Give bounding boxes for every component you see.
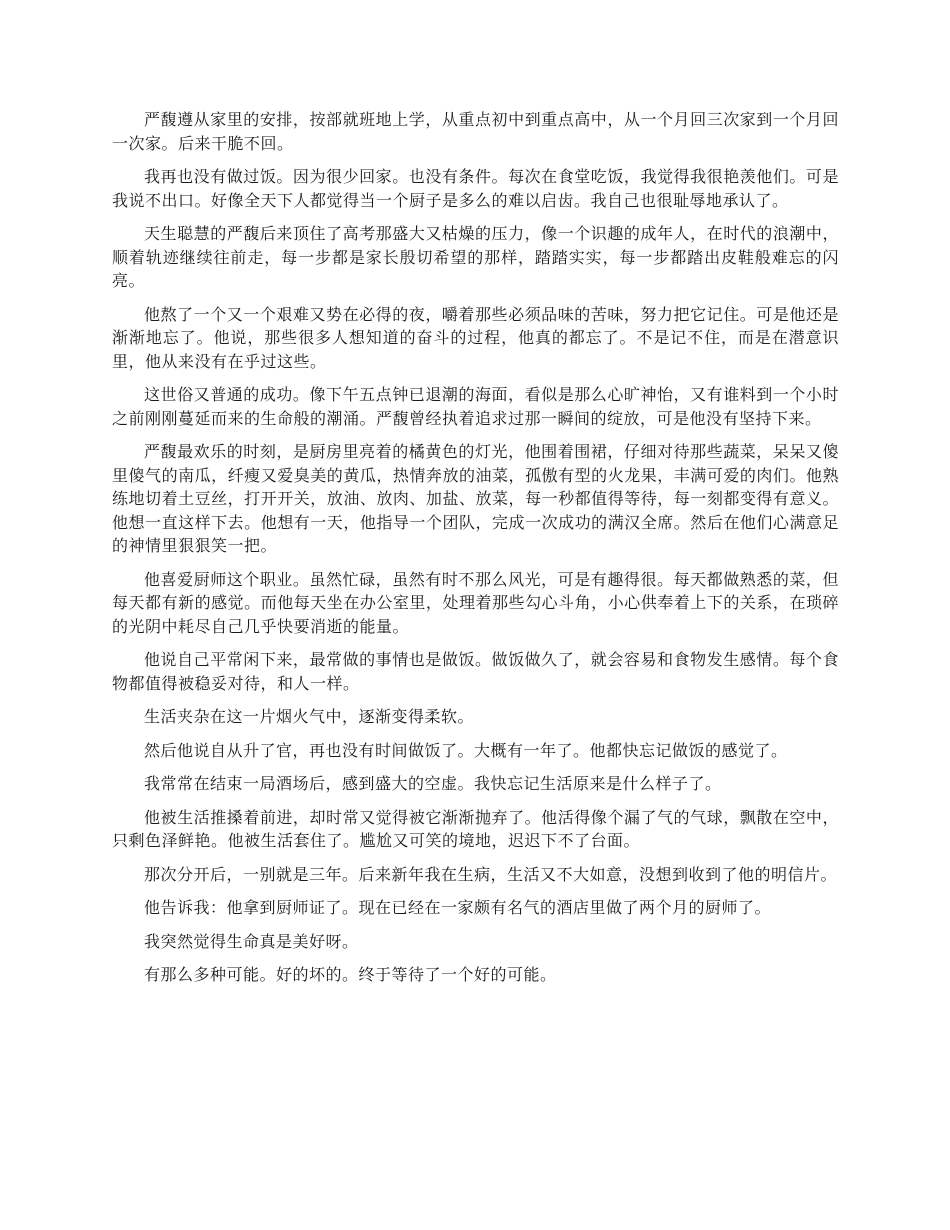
paragraph-16: 有那么多种可能。好的坏的。终于等待了一个好的可能。: [144, 965, 557, 984]
paragraph-3: 天生聪慧的严馥后来顶住了高考那盛大又枯燥的压力，像一个识趣的成年人，在时代的浪潮中，顺着轨迹继续往前走，每一步都是家长殷切希望的那样，踏踏实实，每一步都踏出皮鞋般难忘的闪亮。: [112, 224, 839, 290]
paragraph-7: 他喜爱厨师这个职业。虽然忙碌，虽然有时不那么风光，可是有趣得很。每天都做熟悉的菜，但每天都有新的感觉。而他每天坐在办公室里，处理着那些勾心斗角，小心供奉着上下的关系，在琐碎的光阴中耗尽自己几乎快要消逝的能量。: [112, 569, 839, 636]
paragraph-10: 然后他说自从升了官，再也没有时间做饭了。大概有一年了。他都快忘记做饭的感觉了。: [144, 740, 788, 760]
paragraph-2: 我再也没有做过饭。因为很少回家。也没有条件。每次在食堂吃饭，我觉得我很艳羡他们。可是我说不出口。好像全天下人都觉得当一个厨子是多么的难以启齿。我自己也很耻辱地承认了。: [112, 167, 839, 210]
paragraph-5: 这世俗又普通的成功。像下午五点钟已退潮的海面，看似是那么心旷神怡，又有谁料到一个小时之前刚刚蔓延而来的生命般的潮涌。严馥曾经执着追求过那一瞬间的绽放，可是他没有坚持下来。: [112, 385, 839, 428]
paragraph-1: 严馥遵从家里的安排，按部就班地上学，从重点初中到重点高中，从一个月回三次家到一个月回一次家。后来干脆不回。: [112, 110, 839, 153]
document-body: [112, 108, 839, 997]
paragraph-4: 他熬了一个又一个艰难又势在必得的夜，嚼着那些必须品味的苦味，努力把它记住。可是他还是渐渐地忘了。他说，那些很多人想知道的奋斗的过程，他真的都忘了。不是记不住，而是在潜意识里，他从来没有在乎过这些。: [112, 304, 839, 371]
paragraph-13: 那次分开后，一别就是三年。后来新年我在生病，生活又不大如意，没想到收到了他的明信片。: [144, 864, 838, 884]
paragraph-9: 生活夹杂在这一片烟火气中，逐渐变得柔软。: [144, 707, 475, 726]
paragraph-8: 他说自己平常闲下来，最常做的事情也是做饭。做饭做久了，就会容易和食物发生感情。每个食物都值得被稳妥对待，和人一样。: [112, 650, 839, 693]
paragraph-15: 我突然觉得生命真是美好呀。: [144, 931, 359, 951]
paragraph-11: 我常常在结束一局酒场后，感到盛大的空虚。我快忘记生活原来是什么样子了。: [144, 774, 722, 793]
paragraph-12: 他被生活推搡着前进，却时常又觉得被它渐渐抛弃了。他活得像个漏了气的气球，飘散在空中，只剩色泽鲜艳。他被生活套住了。尴尬又可笑的境地，迟迟下不了台面。: [112, 807, 839, 850]
paragraph-6: 严馥最欢乐的时刻，是厨房里亮着的橘黄色的灯光，他围着围裙，仔细对待那些蔬菜，呆呆又傻里傻气的南瓜，纤瘦又爱臭美的黄瓜，热情奔放的油菜，孤傲有型的火龙果，丰满可爱的肉们。他熟练地切着土豆丝，打开开关，放油、放肉、加盐、放菜，每一秒都值得等待，每一刻都变得有意义。他想一直这样下去。他想有一天，他指导一个团队，完成一次成功的满汉全席。然后在他们心满意足的神情里狠狠笑一把。: [112, 442, 839, 555]
paragraph-14: 他告诉我：他拿到厨师证了。现在已经在一家颇有名气的酒店里做了两个月的厨师了。: [144, 898, 772, 917]
